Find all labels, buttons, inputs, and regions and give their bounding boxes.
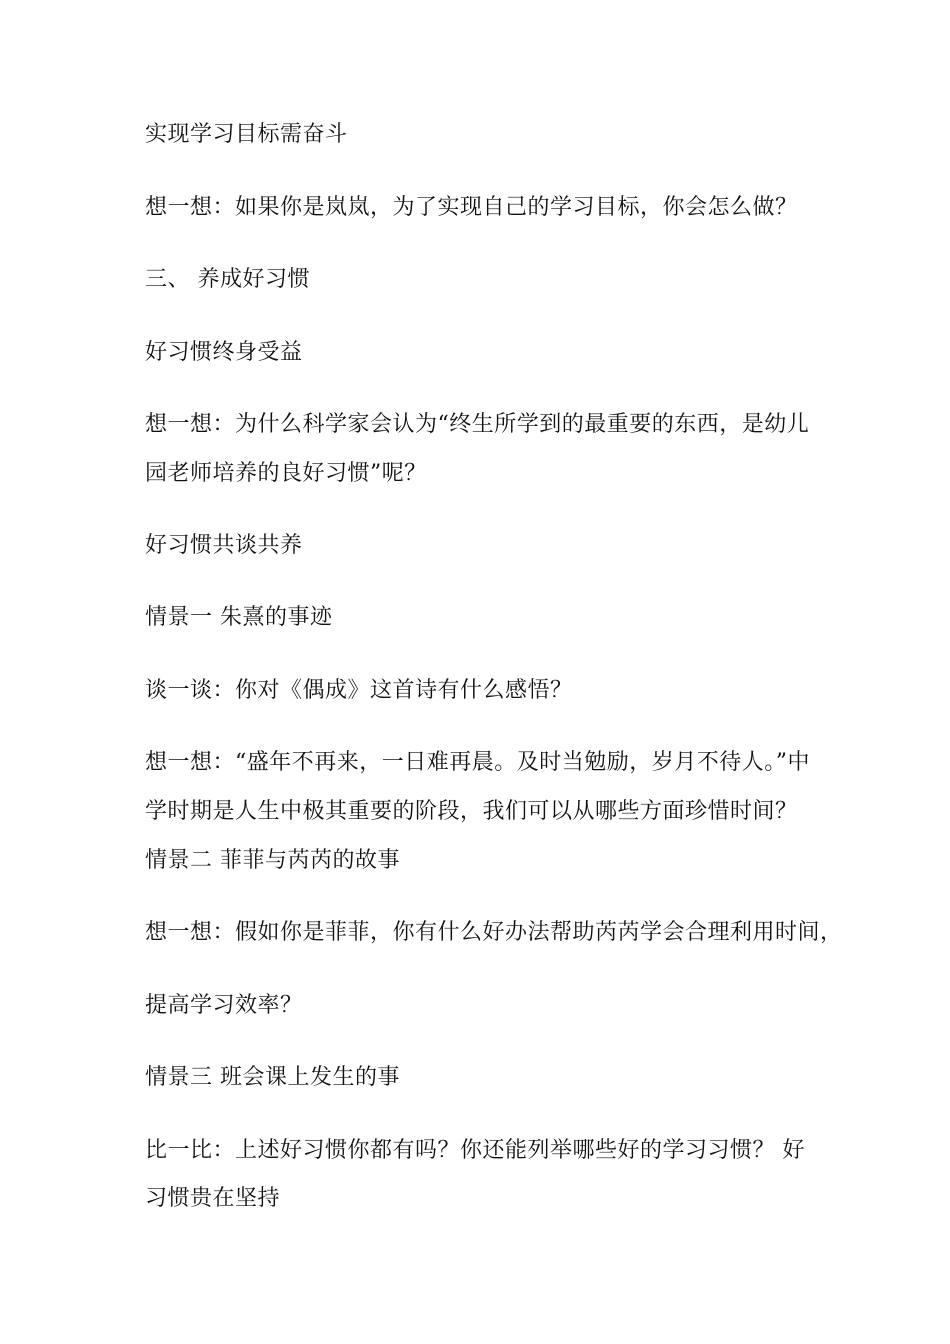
section-heading: 三、 养成好习惯 — [145, 267, 310, 292]
text-line: 比一比：上述好习惯你都有吗？你还能列举哪些好的学习习惯？ 好 — [145, 1138, 805, 1163]
text-line: 情景一 朱熹的事迹 — [145, 605, 333, 630]
text-line: 提高学习效率？ — [145, 993, 303, 1018]
text-line: 想一想：“盛年不再来，一日难再晨。及时当勉励，岁月不待人。”中 — [145, 750, 810, 775]
text-line: 想一想：如果你是岚岚，为了实现自己的学习目标，你会怎么做？ — [145, 195, 798, 220]
text-line: 园老师培养的良好习惯”呢？ — [145, 461, 427, 486]
text-line: 习惯贵在坚持 — [145, 1186, 281, 1211]
text-line: 学时期是人生中极其重要的阶段，我们可以从哪些方面珍惜时间？ — [145, 799, 798, 824]
text-line: 好习惯终身受益 — [145, 340, 303, 365]
text-line: 谈一谈：你对《偶成》这首诗有什么感悟？ — [145, 678, 573, 703]
text-line: 想一想：假如你是菲菲，你有什么好办法帮助芮芮学会合理利用时间， — [145, 920, 843, 945]
text-line: 情景三 班会课上发生的事 — [145, 1065, 400, 1090]
text-line: 实现学习目标需奋斗 — [145, 122, 348, 147]
text-line: 想一想：为什么科学家会认为“终生所学到的最重要的东西，是幼儿 — [145, 412, 810, 437]
text-line: 好习惯共谈共养 — [145, 533, 303, 558]
text-line: 情景二 菲菲与芮芮的故事 — [145, 848, 400, 873]
